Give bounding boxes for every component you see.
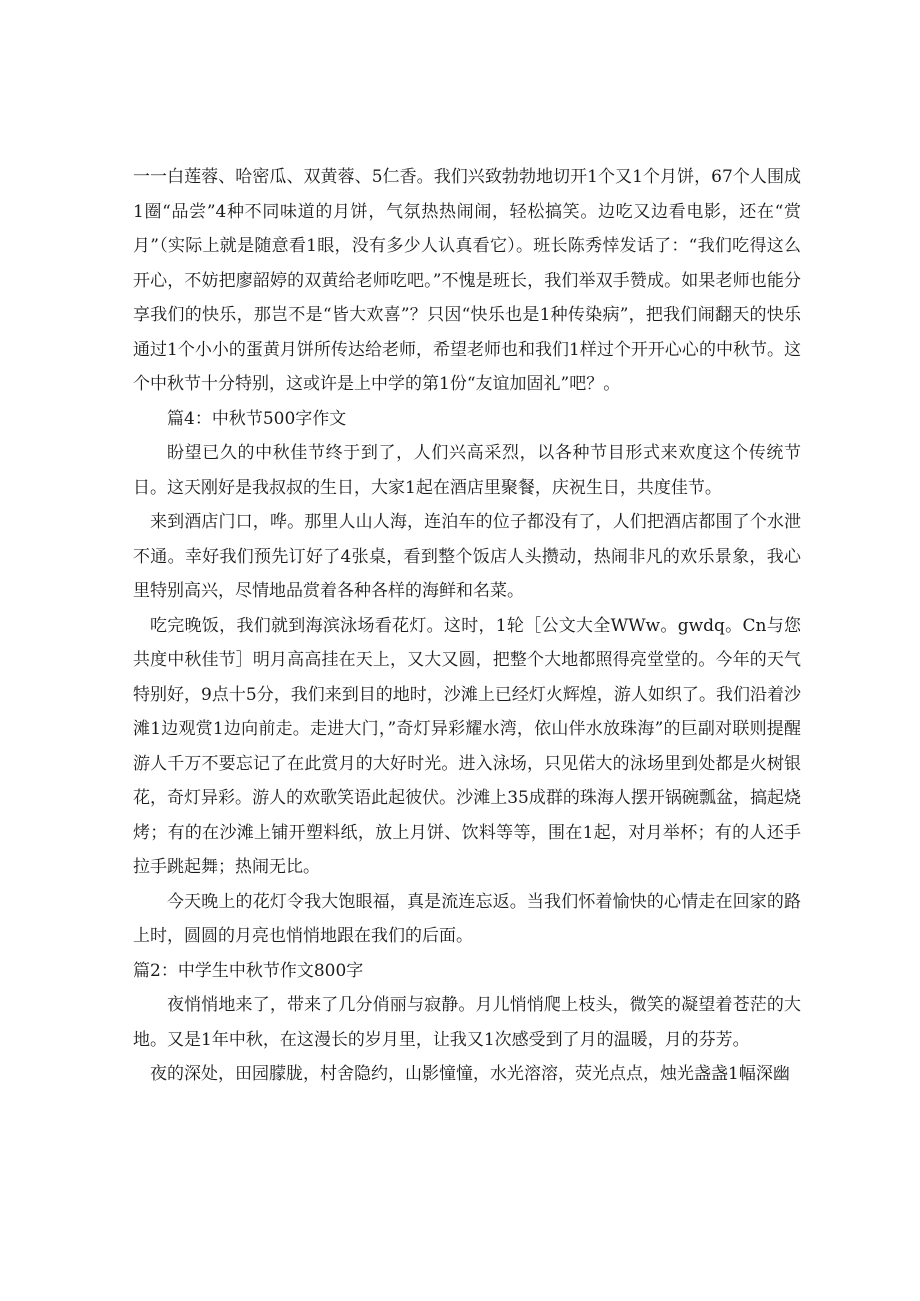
paragraph-night-arrives: 夜悄悄地来了，带来了几分俏丽与寂静。月儿悄悄爬上枝头，微笑的凝望着苍茫的大地。又是1年中秋，在这漫长的岁月里，让我又1次感受到了月的温暖，月的芬芳。 — [133, 995, 801, 1050]
paragraph-intro-continued: 一一白莲蓉、哈密瓜、双黄蓉、5仁香。我们兴致勃勃地切开1个又1个月饼，67个人围成1圈“品尝”4种不同味道的月饼，气氛热热闹闹，轻松搞笑。边吃又边看电影，还在“赏月”（实际上就是随意看1眼，没有多少人认真看它）。班长陈秀悻发话了：“我们吃得这么开心，不妨把廖韶婷的双黄给老师吃吧。”不愧是班长，我们举双手赞成。如果老师也能分享我们的快乐，那岂不是“皆大欢喜”？只因“快乐也是1种传染病”，把我们闹翻天的快乐通过1个小小的蛋黄月饼所传达给老师，希望老师也和我们1样过个开开心心的中秋节。这个中秋节十分特别，这或许是上中学的第1份“友谊加固礼”吧？。 — [133, 167, 801, 394]
paragraph-hotel: 来到酒店门口，哗。那里人山人海，连泊车的位子都没有了，人们把酒店都围了个水泄不通。幸好我们预先订好了4张桌，看到整个饭店人头攒动，热闹非凡的欢乐景象，我心里特别高兴，尽情地品赏着各种各样的海鲜和名菜。 — [133, 512, 801, 601]
section-heading-essay-2: 篇2：中学生中秋节作文800字 — [133, 960, 364, 981]
paragraph-night-depths: 夜的深处，田园朦胧，村舍隐约，山影憧憧，水光溶溶，荧光点点，烛光盏盏1幅深幽 — [150, 1064, 790, 1084]
paragraph-lanterns: 吃完晚饭，我们就到海滨泳场看花灯。这时，1轮［公文大全WWw。gwdq。Cn与您共度中秋佳节］明月高高挂在天上，又大又圆，把整个大地都照得亮堂堂的。今年的天气特别好，9点十5分，我们来到目的地时，沙滩上已经灯火辉煌，游人如织了。我们沿着沙滩1边观赏1边向前走。走进大门，”奇灯异彩耀水湾，依山伴水放珠海”的巨副对联则提醒游人千万不要忘记了在此赏月的大好时光。进入泳场，只见偌大的泳场里到处都是火树银花，奇灯异彩。游人的欢歌笑语此起彼伏。沙滩上35成群的珠海人摆开锅碗瓢盆，搞起烧烤；有的在沙滩上铺开塑料纸，放上月饼、饮料等等，围在1起，对月举杯；有的人还手拉手跳起舞；热闹无比。 — [133, 615, 801, 877]
section-heading-essay-4: 篇4：中秋节500字作文 — [167, 408, 347, 429]
paragraph-festival-arrives: 盼望已久的中秋佳节终于到了，人们兴高采烈，以各种节目形式来欢度这个传统节日。这天刚好是我叔叔的生日，大家1起在酒店里聚餐，庆祝生日，共度佳节。 — [133, 443, 801, 498]
article-body — [133, 160, 801, 1092]
paragraph-going-home: 今天晚上的花灯令我大饱眼福，真是流连忘返。当我们怀着愉快的心情走在回家的路上时，圆圆的月亮也悄悄地跟在我们的后面。 — [133, 891, 801, 946]
